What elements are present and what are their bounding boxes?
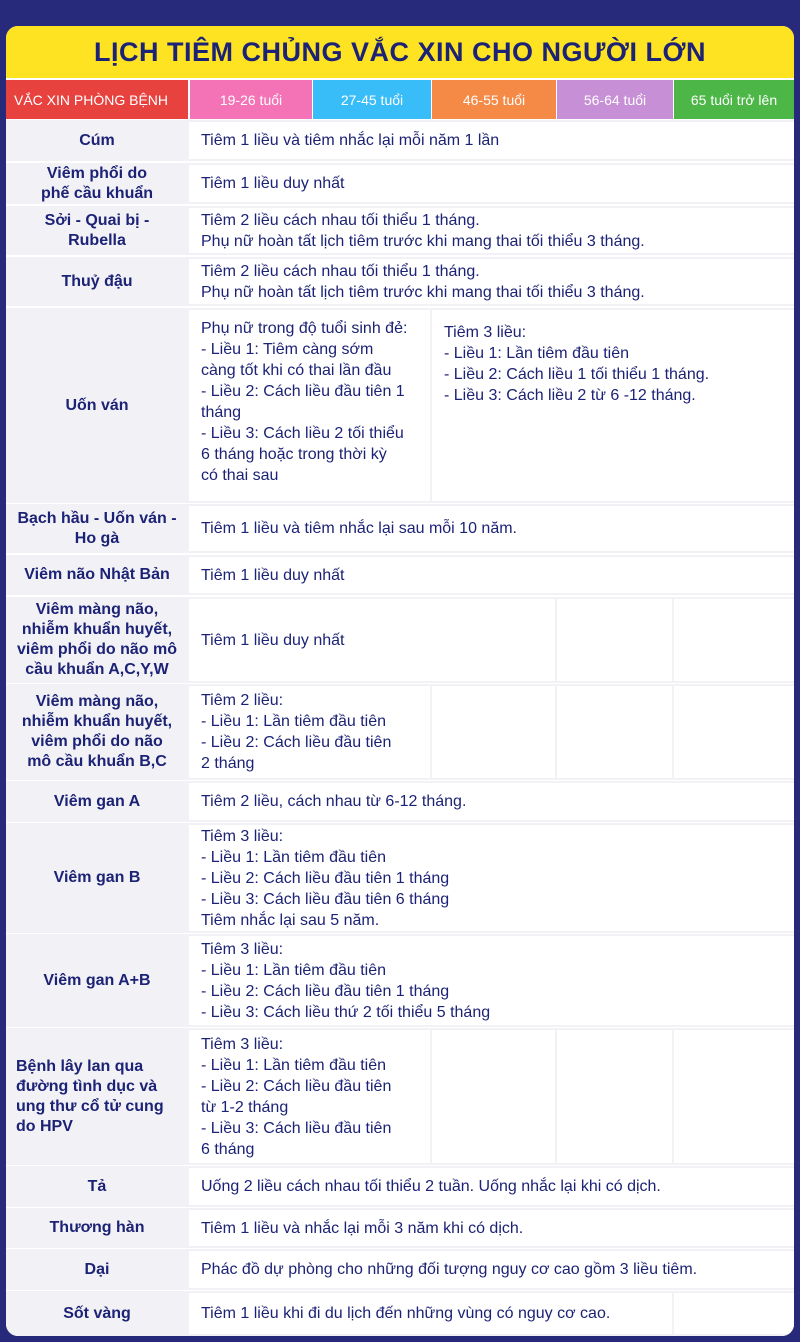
schedule-cell-older: Tiêm 3 liều: - Liều 1: Lần tiêm đầu tiên - Liều 2: Cách liều 1 tối thiểu 1 tháng. - Liều 3: Cách liều 2 từ 6 -12 tháng. <box>432 310 794 501</box>
header-age-65-plus: 65 tuổi trở lên <box>674 80 794 119</box>
schedule-cell: Tiêm 1 liều khi đi du lịch đến những vùng có nguy cơ cao. <box>189 1293 672 1334</box>
vaccine-name: Viêm màng não, nhiễm khuẩn huyết, viêm phổi do não mô cầu khuẩn A,C,Y,W <box>16 601 177 678</box>
vaccine-name: Sốt vàng <box>63 1304 131 1322</box>
schedule-cell: Tiêm 3 liều: - Liều 1: Lần tiêm đầu tiên - Liều 2: Cách liều đầu tiên 1 tháng - Liều 3: Cách liều đầu tiên 6 tháng Tiêm nhắc lại sau 5 năm. <box>189 825 794 931</box>
vaccine-name: Viêm màng não, nhiễm khuẩn huyết, viêm phổi do não mô cầu khuẩn B,C <box>21 693 173 770</box>
schedule-cell: Tiêm 2 liều cách nhau tối thiểu 1 tháng. Phụ nữ hoàn tất lịch tiêm trước khi mang thai tối thiểu 3 tháng. <box>189 259 794 304</box>
vaccine-name: Viêm gan A <box>53 792 141 810</box>
page-title: LỊCH TIÊM CHỦNG VẮC XIN CHO NGƯỜI LỚN <box>6 26 794 78</box>
vaccine-name: Bệnh lây lan qua đường tình dục và ung thư cổ tử cung do HPV <box>16 1057 164 1135</box>
schedule-cell: Tiêm 1 liều và tiêm nhắc lại sau mỗi 10 năm. <box>189 506 794 551</box>
vaccine-name: Tả <box>87 1177 107 1195</box>
header-age-19-26: 19-26 tuổi <box>190 80 312 119</box>
schedule-cell: Phác đồ dự phòng cho những đối tượng nguy cơ cao gồm 3 liều tiêm. <box>189 1251 794 1288</box>
schedule-card <box>6 26 794 1336</box>
empty-cell <box>557 599 672 681</box>
vaccine-name: Uốn ván <box>65 396 129 414</box>
schedule-cell: Tiêm 1 liều duy nhất <box>189 165 794 202</box>
schedule-cell: Tiêm 3 liều: - Liều 1: Lần tiêm đầu tiên - Liều 2: Cách liều đầu tiên từ 1-2 tháng - Liều 3: Cách liều đầu tiên 6 tháng <box>189 1030 430 1163</box>
schedule-cell: Tiêm 2 liều, cách nhau từ 6-12 tháng. <box>189 783 794 820</box>
vaccine-name: Cúm <box>79 131 115 149</box>
empty-cell <box>557 1030 672 1163</box>
schedule-cell: Tiêm 1 liều và tiêm nhắc lại mỗi năm 1 lần <box>189 122 794 159</box>
empty-cell <box>674 599 794 681</box>
empty-cell <box>674 1293 794 1334</box>
vaccine-name: Sởi - Quai bị - Rubella <box>44 211 150 249</box>
vaccine-name: Bạch hầu - Uốn ván - Ho gà <box>17 509 177 547</box>
vaccine-name: Viêm não Nhật Bản <box>24 566 170 583</box>
schedule-cell-young: Phụ nữ trong độ tuổi sinh đẻ: - Liều 1: Tiêm càng sớm càng tốt khi có thai lần đầu - Liều 2: Cách liều đầu tiên 1 tháng - Liều 3: Cách liều 2 tối thiểu 6 tháng hoặc trong thời kỳ có thai sau <box>189 310 430 501</box>
vaccine-name: Thuỷ đậu <box>61 272 133 290</box>
vaccine-name: Viêm phổi do phế cầu khuẩn <box>40 164 154 202</box>
vaccine-name: Thương hàn <box>49 1219 145 1236</box>
schedule-cell: Tiêm 2 liều cách nhau tối thiểu 1 tháng. Phụ nữ hoàn tất lịch tiêm trước khi mang thai tối thiểu 3 tháng. <box>189 208 794 253</box>
schedule-cell: Uống 2 liều cách nhau tối thiểu 2 tuần. Uống nhắc lại khi có dịch. <box>189 1168 794 1205</box>
header-age-27-45: 27-45 tuổi <box>313 80 431 119</box>
empty-cell <box>432 686 555 778</box>
header-vaccine: VẮC XIN PHÒNG BỆNH <box>6 80 188 119</box>
empty-cell <box>674 1030 794 1163</box>
vaccine-name: Viêm gan A+B <box>43 971 151 989</box>
header-age-46-55: 46-55 tuổi <box>432 80 556 119</box>
schedule-cell: Tiêm 1 liều và nhắc lại mỗi 3 năm khi có dịch. <box>189 1210 794 1246</box>
empty-cell <box>674 686 794 778</box>
empty-cell <box>432 1030 555 1163</box>
schedule-cell: Tiêm 3 liều: - Liều 1: Lần tiêm đầu tiên - Liều 2: Cách liều đầu tiên 1 tháng - Liều 3: Cách liều thứ 2 tối thiểu 5 tháng <box>189 936 794 1025</box>
schedule-cell: Tiêm 2 liều: - Liều 1: Lần tiêm đầu tiên - Liều 2: Cách liều đầu tiên 2 tháng <box>189 686 430 778</box>
schedule-cell: Tiêm 1 liều duy nhất <box>189 557 794 593</box>
vaccine-name: Dại <box>84 1260 110 1278</box>
empty-cell <box>557 686 672 778</box>
header-age-56-64: 56-64 tuổi <box>557 80 673 119</box>
schedule-cell: Tiêm 1 liều duy nhất <box>189 599 555 681</box>
vaccine-name: Viêm gan B <box>53 869 141 886</box>
